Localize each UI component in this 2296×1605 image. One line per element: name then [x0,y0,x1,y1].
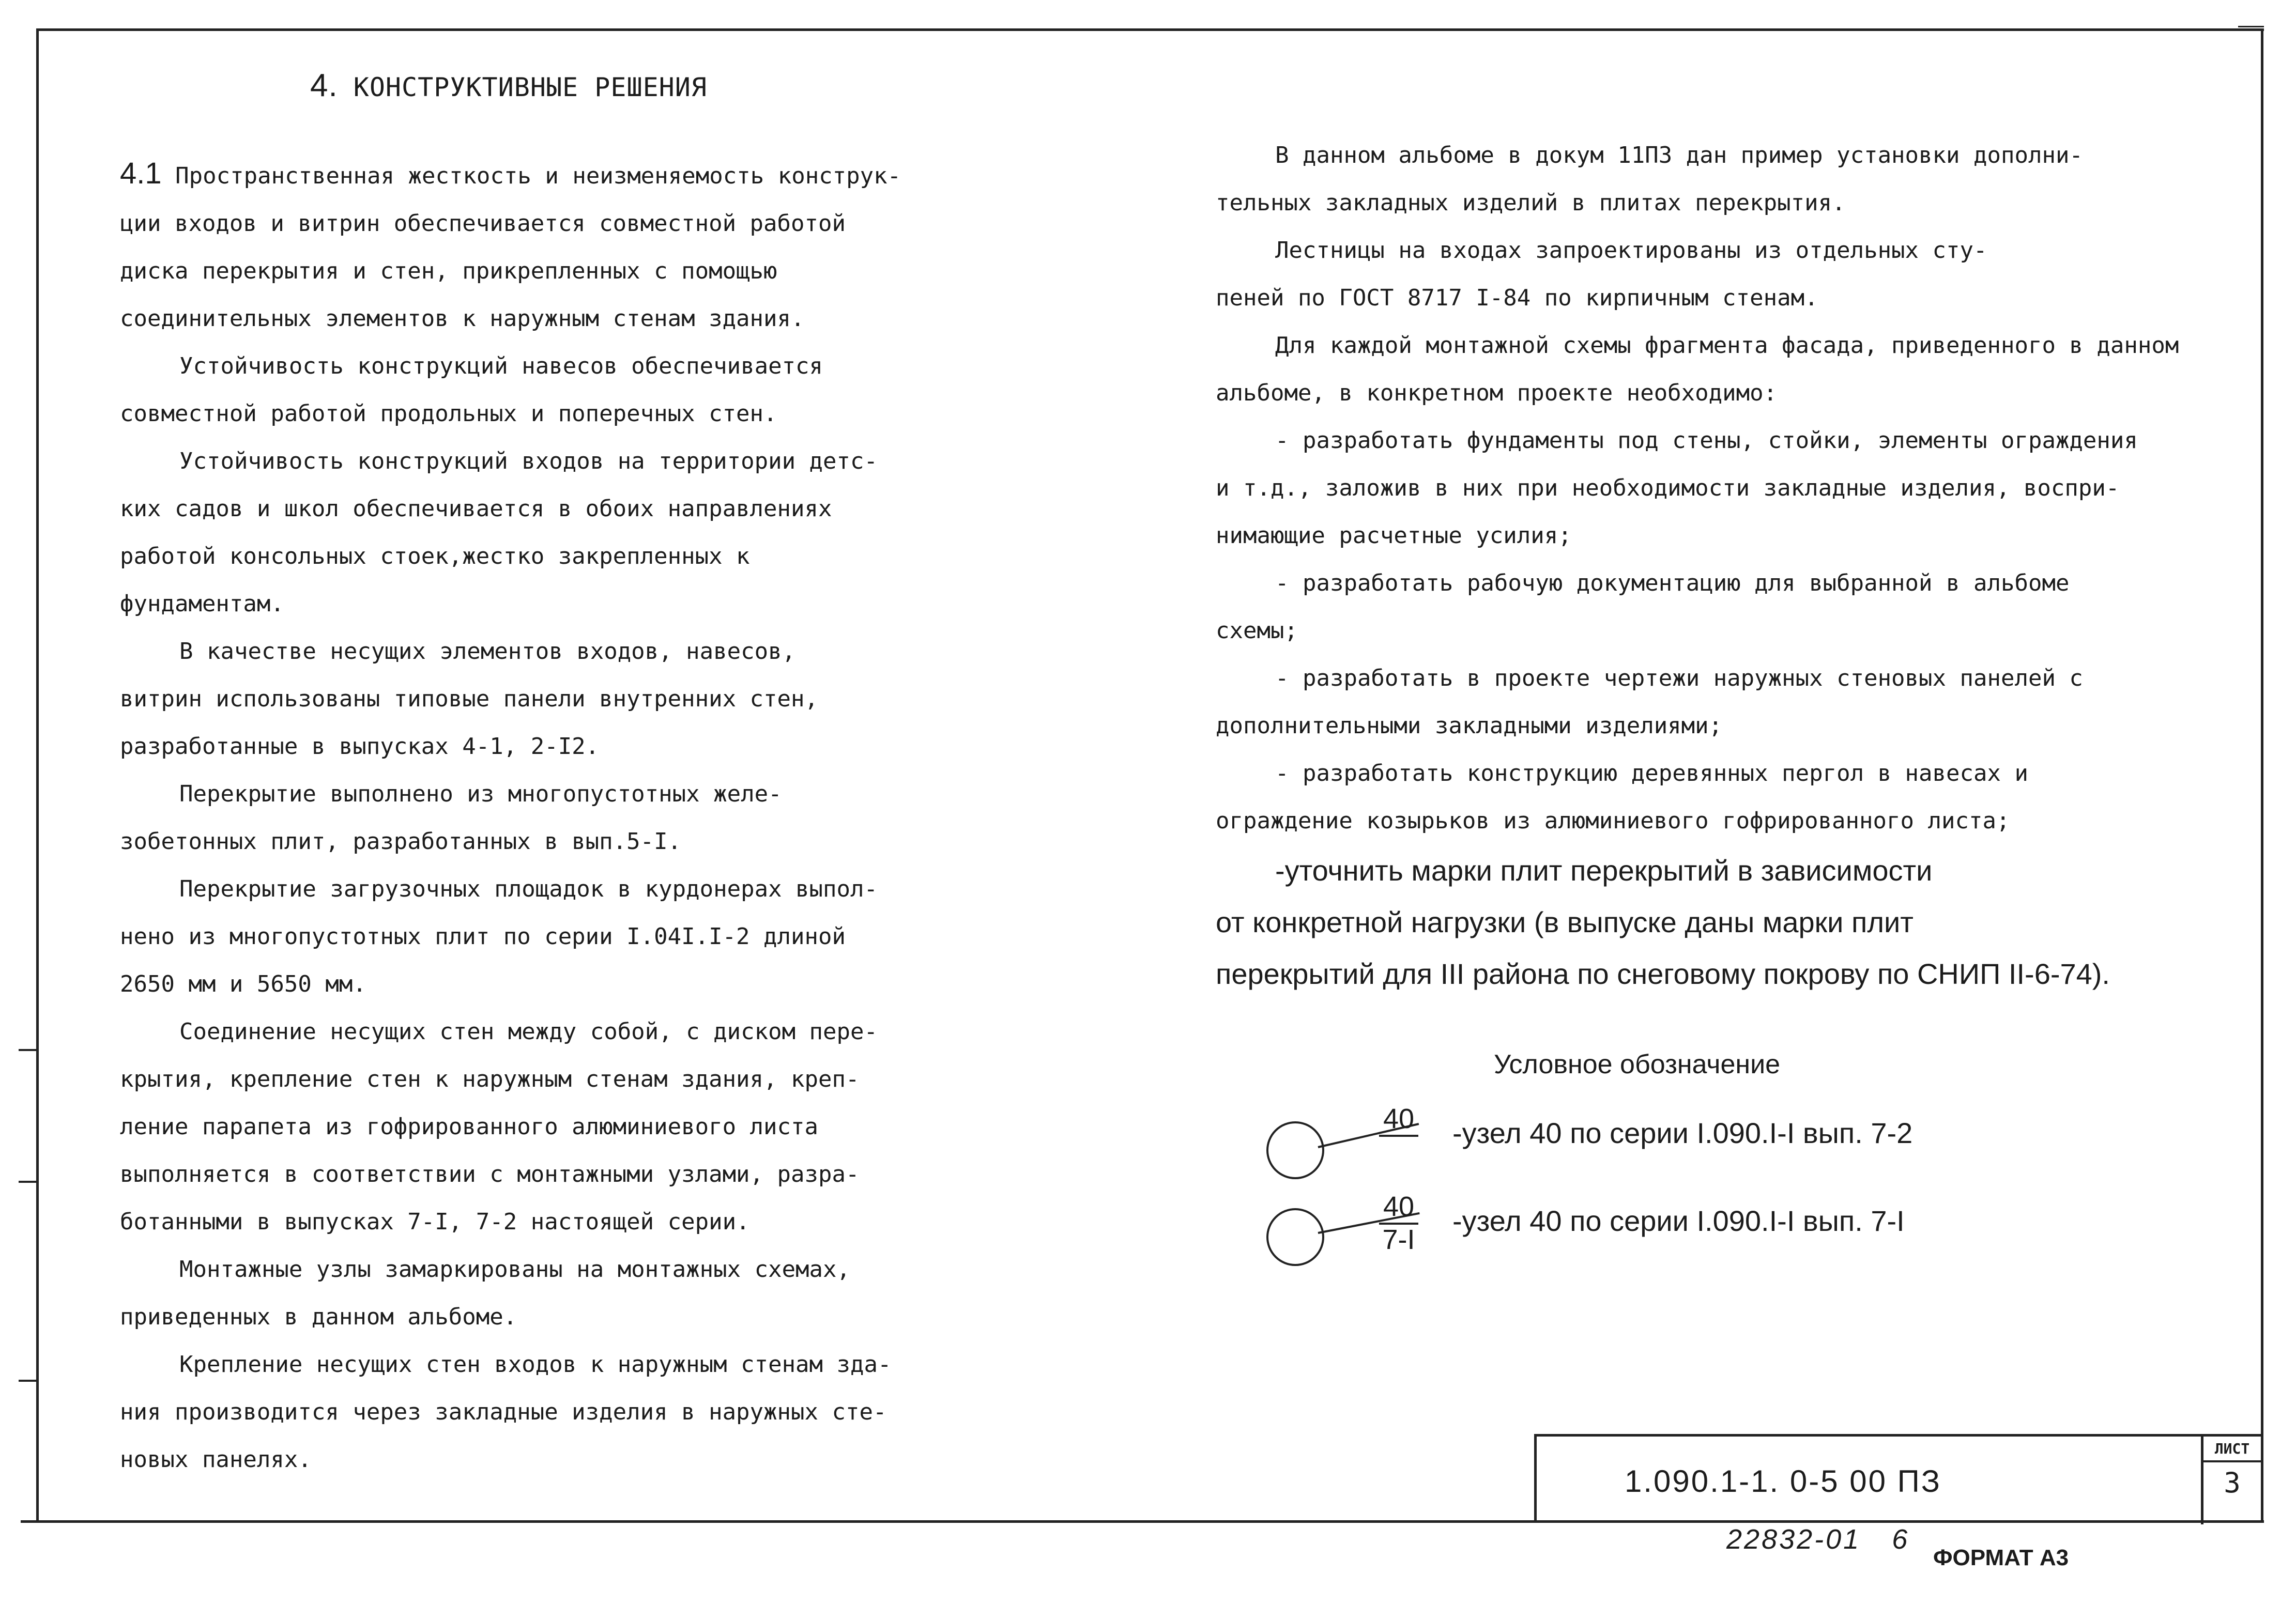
node-issue [1379,1137,1418,1138]
node-issue: 7-I [1382,1224,1415,1255]
paper-format: ФОРМАТ А3 [1933,1545,2069,1570]
binding-tick [19,1049,38,1051]
binding-tick [19,1380,38,1382]
paragraph: Соединение несущих стен между собой, с диском пере- крытия, крепление стен к наружным стенам здания, креп- ление парапета из гофрированного алюминиевого листа выполняется в соответствии с монтажными узлами, разра- ботанными в выпусках 7-I, 7-2 настоящей серии. [120,1018,878,1235]
sheet-label: ЛИСТ [2203,1437,2261,1462]
legend-text: -узел 40 по серии I.090.I-I вып. 7-I [1452,1205,1905,1237]
paragraph: В качестве несущих элементов входов, навесов, витрин использованы типовые панели внутренних стен, разработанные в выпусках 4-1, 2-I2. [120,638,819,760]
title-block [1534,1434,2261,1522]
inventory-suffix: 6 [1892,1524,1910,1555]
node-number: 40 [1379,1105,1418,1137]
paragraph: Лестницы на входах запроектированы из отдельных сту- пеней по ГОСТ 8717 I-84 по кирпичным стенам. [1216,237,1987,311]
legend-title: Условное обозначение [1494,1050,1781,1079]
legend-text: -узел 40 по серии I.090.I-I вып. 7-2 [1452,1117,1913,1149]
paragraph: Монтажные узлы замаркированы на монтажных схемах, приведенных в данном альбоме. [120,1256,851,1330]
frame-right-border [2261,28,2263,1522]
legend-item [1266,1103,2145,1189]
paragraph: - разработать в проекте чертежи наружных стеновых панелей с дополнительными закладными изделиями; [1216,665,2083,739]
sheet-number: 3 [2224,1467,2241,1499]
sheet-box [2201,1437,2261,1524]
section-title: КОНСТРУКТИВНЫЕ РЕШЕНИЯ [353,72,707,102]
right-text-column [1216,132,2255,1000]
node-label [1379,1105,1418,1138]
section-heading [310,67,707,104]
paragraph: Крепление несущих стен входов к наружным стенам зда- ния производится через закладные изделия в наружных сте- новых панелях. [120,1351,892,1473]
paragraph: В данном альбоме в докум 11ПЗ дан пример установки дополни- тельных закладных изделий в плитах перекрытия. [1216,142,2083,216]
document-code: 1.090.1-1. 0-5 00 ПЗ [1625,1464,1942,1499]
paragraph: - разработать фундаменты под стены, стойки, элементы ограждения и т.д., заложив в них при необходимости закладные изделия, воспри- нимающие расчетные усилия; [1216,427,2138,549]
paragraph: Перекрытие выполнено из многопустотных желе- зобетонных плит, разработанных в вып.5-I. [120,781,782,855]
paragraph: Устойчивость конструкций навесов обеспечивается совместной работой продольных и поперечных стен. [120,353,823,427]
node-number: 40 [1379,1193,1418,1225]
left-text-column [120,150,983,1484]
corner-mark [2238,26,2264,27]
paragraph: - разработать рабочую документацию для выбранной в альбоме схемы; [1216,570,2070,644]
paragraph: Устойчивость конструкций входов на территории детс- ких садов и школ обеспечивается в обоих направлениях работой консольных стоек,жестко закрепленных к фундаментам. [120,448,878,617]
clause-number: 4.1 [120,157,162,190]
paragraph [120,150,983,343]
inventory-number [1726,1523,1909,1555]
binding-tick [19,1181,38,1183]
paragraph: Для каждой монтажной схемы фрагмента фасада, приведенного в данном альбоме, в конкретном проекте необходимо: [1216,332,2179,406]
inventory-code: 22832-01 [1726,1524,1861,1555]
paragraph-text: Пространственная жесткость и неизменяемость конструк- ции входов и витрин обеспечивается совместной работой диска перекрытия и стен, прикрепленных с помощью соединительных элементов к наружным стенам здания. [120,163,901,332]
section-number: 4. [310,68,338,103]
paragraph: - разработать конструкцию деревянных пергол в навесах и ограждение козырьков из алюминиевого гофрированного листа; [1216,760,2028,834]
node-circle-icon [1266,1208,1324,1266]
paragraph: -уточнить марки плит перекрытий в зависимости от конкретной нагрузки (в выпуске даны марки плит перекрытий для III района по снеговому покрову по СНИП II-6-74). [1216,854,2110,990]
paragraph: Перекрытие загрузочных площадок в курдонерах выпол- нено из многопустотных плит по серии I.04I.I-2 длиной 2650 мм и 5650 мм. [120,876,878,997]
frame-left-border [36,28,39,1522]
legend-item [1266,1191,2145,1276]
node-circle-icon [1266,1121,1324,1179]
node-label [1379,1193,1418,1254]
frame-top-border [36,28,2264,31]
